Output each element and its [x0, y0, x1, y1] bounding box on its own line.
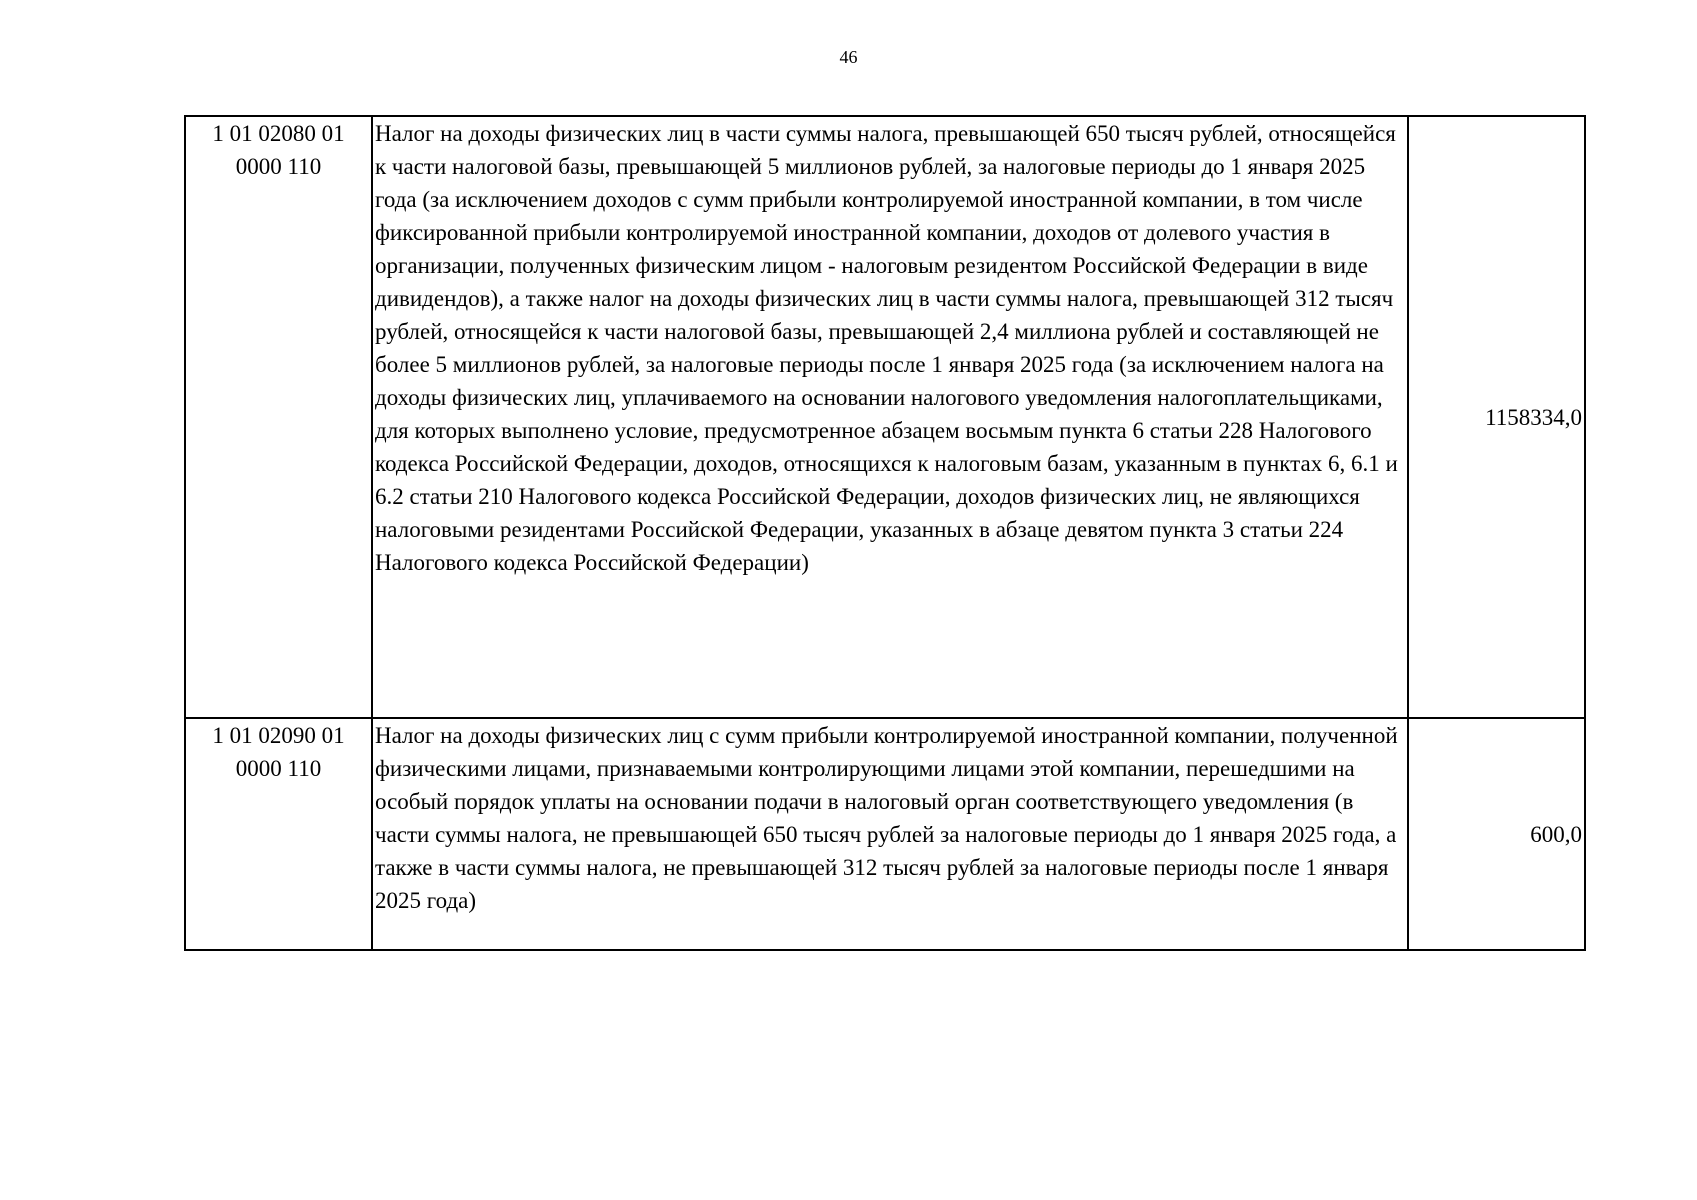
table-row [185, 116, 1585, 718]
budget-classification-code: 1 01 02090 01 0000 110 [185, 718, 372, 950]
table-row [185, 718, 1585, 950]
page-number: 46 [839, 47, 858, 67]
revenue-amount: 1158334,0 [1408, 116, 1585, 718]
revenue-description: Налог на доходы физических лиц в части суммы налога, превышающей 650 тысяч рублей, относящейся к части налоговой базы, превышающей 5 миллионов рублей, за налоговые периоды до 1 января 2025 года (за исключением доходов с сумм прибыли контролируемой иностранной компании, в том числе фиксированной прибыли контролируемой иностранной компании, доходов от долевого участия в организации, полученных физическим лицом - налоговым резидентом Российской Федерации в виде дивидендов), а также налог на доходы физических лиц в части суммы налога, превышающей 312 тысяч рублей, относящейся к части налоговой базы, превышающей 2,4 миллиона рублей и составляющей не более 5 миллионов рублей, за налоговые периоды после 1 января 2025 года (за исключением налога на доходы физических лиц, уплачиваемого на основании налогового уведомления налогоплательщиками, для которых выполнено условие, предусмотренное абзацем восьмым пункта 6 статьи 228 Налогового кодекса Российской Федерации, доходов, относящихся к налоговым базам, указанным в пунктах 6, 6.1 и 6.2 статьи 210 Налогового кодекса Российской Федерации, доходов физических лиц, не являющихся налоговыми резидентами Российской Федерации, указанных в абзаце девятом пункта 3 статьи 224 Налогового кодекса Российской Федерации) [372, 116, 1408, 718]
revenue-amount: 600,0 [1408, 718, 1585, 950]
budget-classification-code: 1 01 02080 01 0000 110 [185, 116, 372, 718]
revenue-description: Налог на доходы физических лиц с сумм прибыли контролируемой иностранной компании, полученной физическими лицами, признаваемыми контролирующими лицами этой компании, перешедшими на особый порядок уплаты на основании подачи в налоговый орган соответствующего уведомления (в части суммы налога, не превышающей 650 тысяч рублей за налоговые периоды до 1 января 2025 года, а также в части суммы налога, не превышающей 312 тысяч рублей за налоговые периоды после 1 января 2025 года) [372, 718, 1408, 950]
budget-revenue-table [184, 115, 1586, 951]
